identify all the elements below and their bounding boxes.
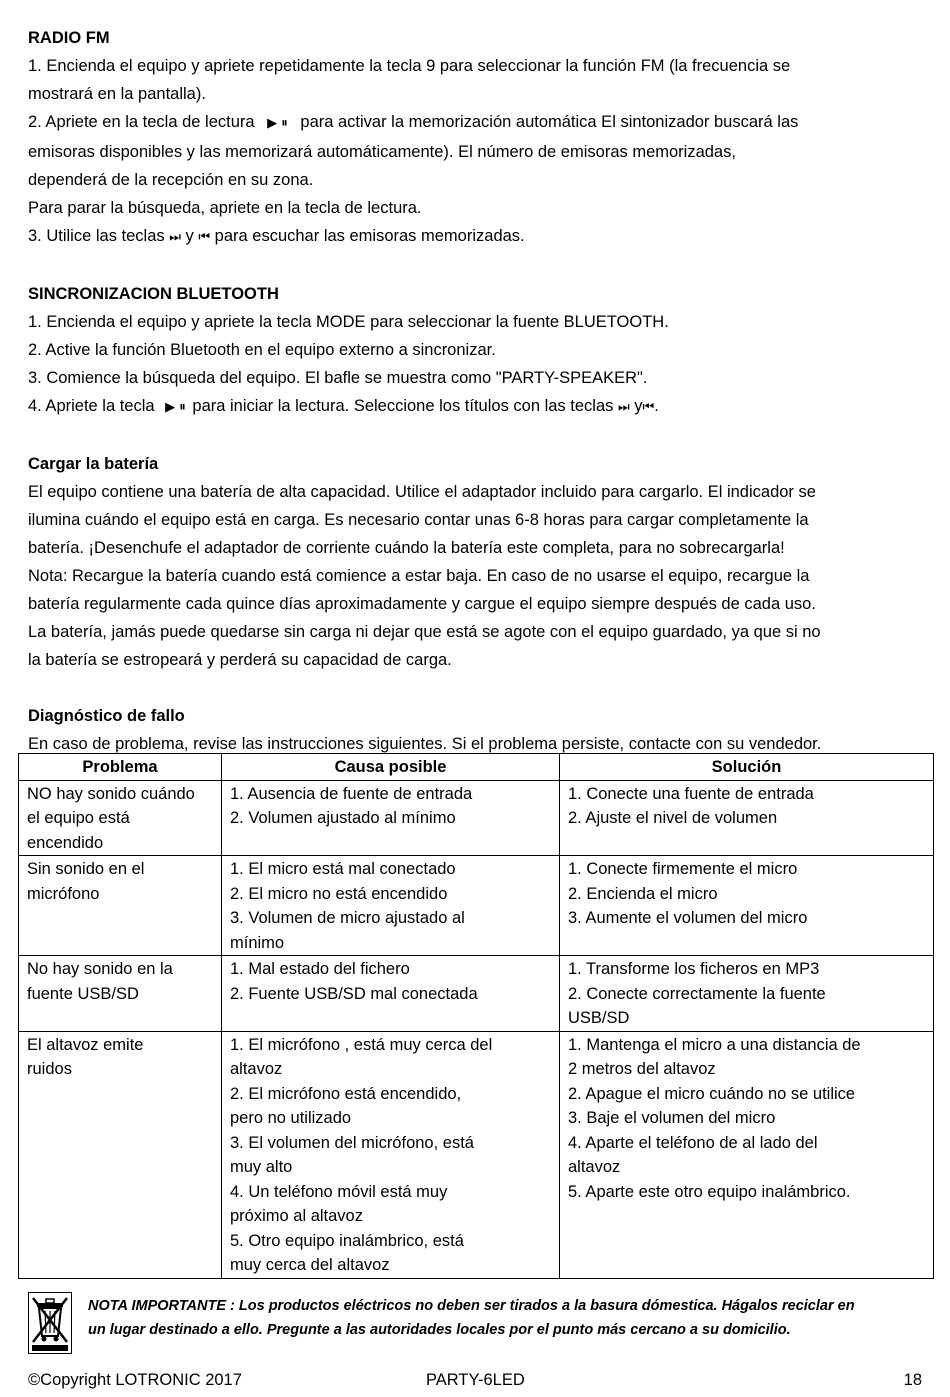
previous-track-icon: ⏮ (198, 230, 211, 245)
next-track-icon: ⏭ (617, 400, 630, 415)
paragraph-line: batería regularmente cada quince días aproximadamente y cargue el equipo siempre después de cada uso. (28, 595, 816, 613)
paragraph-line: Nota: Recargue la batería cuando está comience a estar baja. En caso de no usarse el equipo, recargue la (28, 567, 810, 585)
problem-cell (19, 1031, 222, 1278)
cell-line: 2. Conecte correctamente la fuente (568, 984, 826, 1003)
paragraph-line (28, 108, 928, 138)
cell-line: El altavoz emite (27, 1035, 144, 1054)
cell-line: pero no utilizado (230, 1109, 352, 1127)
note-line: NOTA IMPORTANTE : Los productos eléctricos no deben ser tirados a la basura dómestica. Hágalos reciclar en (88, 1298, 855, 1314)
paragraph-line: 2. Active la función Bluetooth en el equipo externo a sincronizar. (28, 341, 496, 359)
cause-cell (222, 956, 560, 1032)
next-track-icon: ⏭ (169, 230, 181, 245)
text-fragment: para iniciar la lectura. Seleccione los títulos con las teclas (192, 397, 614, 415)
cause-cell (222, 780, 560, 856)
solution-cell (560, 1031, 934, 1278)
spacer (28, 252, 928, 280)
cell-line: 3. Volumen de micro ajustado al (230, 909, 465, 927)
cell-line: 1. El micro está mal conectado (230, 860, 456, 878)
cell-line: 4. Aparte el teléfono de al lado del (568, 1133, 818, 1152)
paragraph-line (28, 392, 928, 422)
paragraph-line: la batería se estropeará y perderá su capacidad de carga. (28, 651, 452, 669)
cell-line: 2. Apague el micro cuándo no se utilice (568, 1084, 856, 1103)
cell-line: 1. El micrófono , está muy cerca del (230, 1035, 493, 1054)
cell-line: mínimo (230, 933, 285, 952)
problem-cell (19, 780, 222, 856)
weee-crossed-bin-icon (28, 1292, 72, 1354)
paragraph-line: 1. Encienda el equipo y apriete la tecla MODE para seleccionar la fuente BLUETOOTH. (28, 313, 669, 331)
paragraph-line: El equipo contiene una batería de alta capacidad. Utilice el adaptador incluido para cargarlo. El indicador se (28, 483, 816, 501)
cell-line: NO hay sonido cuándo (27, 784, 195, 803)
footer-copyright: ©Copyright LOTRONIC 2017 (28, 1371, 242, 1389)
footer-model: PARTY-6LED (426, 1371, 525, 1389)
cell-line: 1. Conecte firmemente el micro (568, 860, 798, 878)
cell-line: encendido (27, 833, 104, 852)
cell-line: próximo al altavoz (230, 1207, 363, 1225)
paragraph-line: La batería, jamás puede quedarse sin carga ni dejar que está se agote con el equipo guardado, ya que si no (28, 623, 821, 641)
cell-line: altavoz (568, 1158, 621, 1176)
paragraph-line: Para parar la búsqueda, apriete en la tecla de lectura. (28, 199, 422, 217)
cell-line: Sin sonido en el (27, 860, 145, 878)
cell-line: 5. Aparte este otro equipo inalámbrico. (568, 1182, 851, 1201)
text-fragment: y (634, 397, 643, 415)
column-header-solution: Solución (560, 754, 934, 781)
note-text (88, 1294, 933, 1342)
section-title-battery: Cargar la batería (28, 455, 159, 473)
section-title-bluetooth: SINCRONIZACION BLUETOOTH (28, 285, 279, 303)
paragraph-line: mostrará en la pantalla). (28, 85, 206, 103)
column-header-cause: Causa posible (222, 754, 560, 781)
important-note (28, 1292, 933, 1356)
problem-cell (19, 956, 222, 1032)
solution-cell (560, 956, 934, 1032)
table-row (19, 956, 934, 1032)
cell-line: fuente USB/SD (27, 984, 139, 1003)
cell-line: ruidos (27, 1060, 72, 1078)
text-fragment: 2. Apriete en la tecla de lectura (28, 113, 255, 131)
cell-line: 1. Transforme los ficheros en MP3 (568, 960, 820, 978)
text-fragment: 4. Apriete la tecla (28, 397, 155, 415)
paragraph-line: batería. ¡Desenchufe el adaptador de corriente cuándo la batería este completa, para no sobrecargarla! (28, 539, 785, 557)
paragraph-line: 1. Encienda el equipo y apriete repetidamente la tecla 9 para seleccionar la función FM (la frecuencia se (28, 57, 791, 75)
cell-line: 3. Aumente el volumen del micro (568, 909, 808, 927)
cause-cell (222, 856, 560, 956)
cell-line: USB/SD (568, 1009, 630, 1027)
text-fragment: 3. Utilice las teclas (28, 227, 165, 245)
cause-cell (222, 1031, 560, 1278)
text-fragment: y (185, 227, 194, 245)
cell-line: 1. Mantenga el micro a una distancia de (568, 1035, 861, 1054)
spacer (28, 422, 928, 450)
column-header-problem: Problema (19, 754, 222, 781)
solution-cell (560, 780, 934, 856)
spacer (28, 674, 928, 702)
paragraph-line: ilumina cuándo el equipo está en carga. Es necesario contar unas 6-8 horas para cargar completamente la (28, 511, 809, 529)
paragraph-line (28, 222, 928, 252)
cell-line: 1. Mal estado del fichero (230, 960, 410, 978)
text-fragment: para escuchar las emisoras memorizadas. (214, 227, 525, 245)
footer-page-number: 18 (903, 1371, 922, 1389)
paragraph-line: emisoras disponibles y las memorizará automáticamente). El número de emisoras memorizadas, (28, 143, 736, 161)
paragraph-line: 3. Comience la búsqueda del equipo. El bafle se muestra como "PARTY-SPEAKER". (28, 369, 648, 387)
solution-cell (560, 856, 934, 956)
cell-line: 2. El micrófono está encendido, (230, 1084, 462, 1103)
cell-line: 1. Ausencia de fuente de entrada (230, 784, 473, 803)
table-header-row (19, 754, 934, 781)
cell-line: 2. Fuente USB/SD mal conectada (230, 984, 478, 1003)
cell-line: 4. Un teléfono móvil está muy (230, 1182, 448, 1201)
paragraph-line: En caso de problema, revise las instrucciones siguientes. Si el problema persiste, contacte con su vendedor. (28, 735, 822, 753)
table-row (19, 780, 934, 856)
cell-line: 3. Baje el volumen del micro (568, 1109, 776, 1127)
cell-line: 2. Volumen ajustado al mínimo (230, 809, 456, 827)
problem-cell (19, 856, 222, 956)
cell-line: 3. El volumen del micrófono, está (230, 1133, 474, 1152)
cell-line: 1. Conecte una fuente de entrada (568, 784, 814, 803)
play-pause-icon: ▶ ⏸ (267, 116, 288, 131)
cell-line: altavoz (230, 1060, 283, 1078)
text-fragment: . (654, 397, 659, 415)
document-page (28, 24, 928, 758)
cell-line: el equipo está (27, 809, 130, 827)
troubleshooting-table (18, 753, 934, 1279)
paragraph-line: dependerá de la recepción en su zona. (28, 171, 314, 189)
table-row (19, 856, 934, 956)
cell-line: 5. Otro equipo inalámbrico, está (230, 1231, 464, 1250)
page-footer (0, 1371, 950, 1395)
cell-line: muy alto (230, 1158, 293, 1176)
text-fragment: para activar la memorización automática El sintonizador buscará las (300, 113, 799, 131)
section-title-diagnostic: Diagnóstico de fallo (28, 707, 185, 725)
cell-line: muy cerca del altavoz (230, 1256, 390, 1274)
play-pause-icon: ▶ ⏸ (165, 400, 186, 415)
note-line: un lugar destinado a ello. Pregunte a las autoridades locales por el punto más cercano a su domicilio. (88, 1322, 791, 1338)
cell-line: 2 metros del altavoz (568, 1060, 716, 1078)
previous-track-icon: ⏮ (642, 400, 655, 415)
section-title-radio: RADIO FM (28, 29, 110, 47)
cell-line: 2. Ajuste el nivel de volumen (568, 809, 778, 827)
cell-line: micrófono (27, 884, 100, 903)
cell-line: 2. Encienda el micro (568, 884, 718, 903)
table-row (19, 1031, 934, 1278)
cell-line: 2. El micro no está encendido (230, 884, 448, 903)
cell-line: No hay sonido en la (27, 960, 173, 978)
